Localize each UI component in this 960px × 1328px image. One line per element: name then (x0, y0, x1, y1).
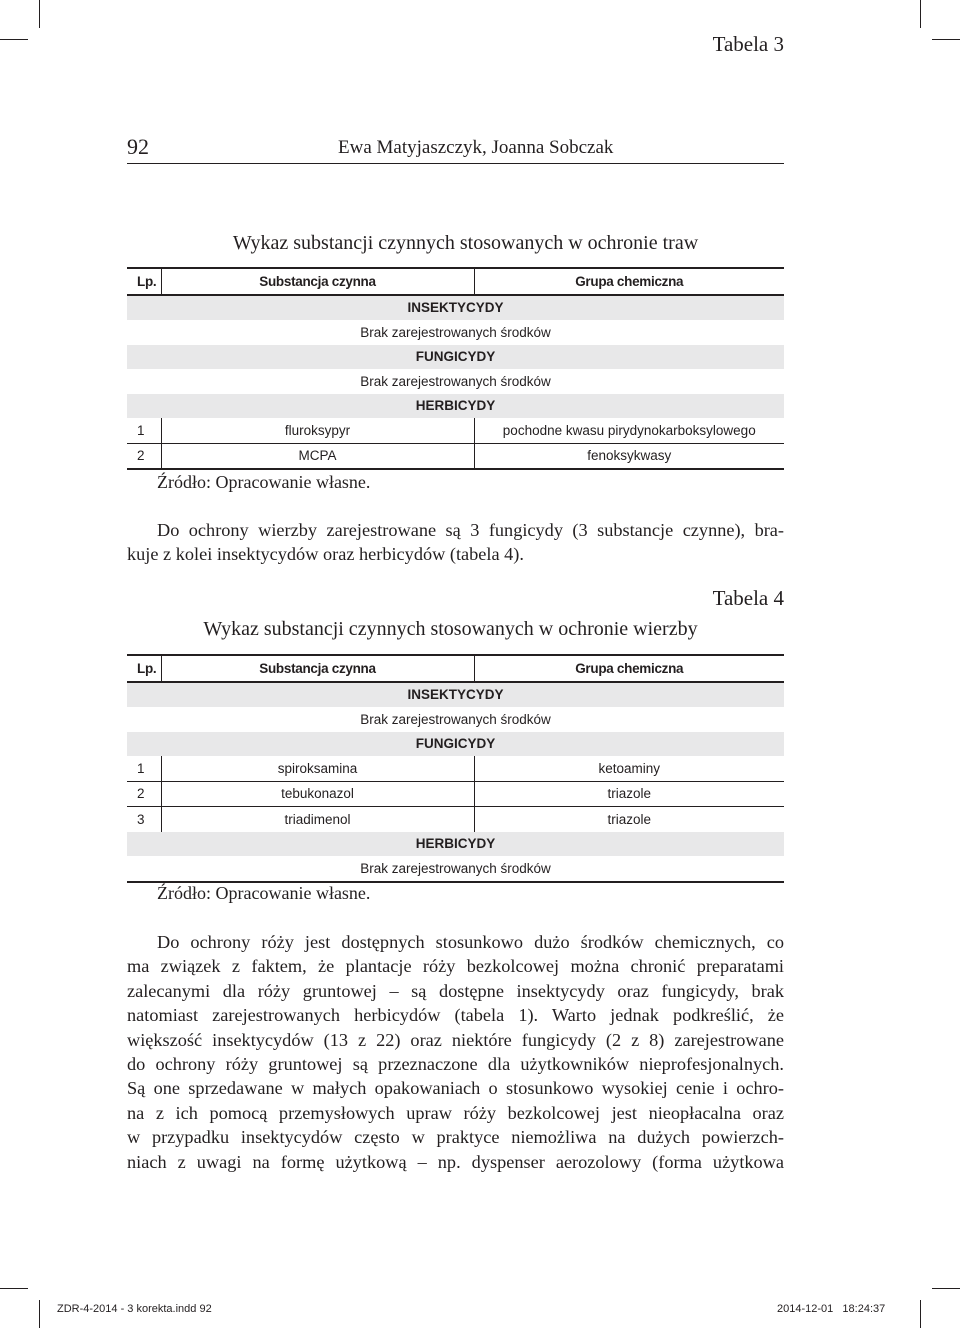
table-row (127, 756, 784, 781)
text-line: Do ochrony róży jest dostępnych stosunkowo dużo środków chemicznych, co (157, 932, 784, 952)
footer-timestamp: 2014-12-01 18:24:37 (777, 1303, 886, 1315)
cell-substance: spiroksamina (161, 756, 474, 781)
table3-title: Wykaz substancji czynnych stosowanych w ochronie traw (232, 232, 699, 254)
cell-lp: 1 (127, 418, 161, 443)
cell-group: fenoksykwasy (474, 443, 784, 469)
cell-group: triazole (474, 781, 784, 807)
table4-source: Źródło: Opracowanie własne. (157, 883, 371, 903)
text-line: na z ich pomocą przemysłowych upraw róży bezkolcowej jest nieopłacalna oraz (127, 1102, 784, 1123)
cell-lp: 2 (127, 443, 161, 469)
column-header-substance: Substancja czynna (161, 268, 474, 295)
text-line: zalecanymi dla róży gruntowej – są dostępne insektycydy oraz fungicydy, brak (127, 980, 784, 1001)
table3-label: Tabela 3 (712, 32, 784, 56)
section-fungicydy: FUNGICYDY (127, 345, 784, 370)
text-line: Do ochrony wierzby zarejestrowane są 3 fungicydy (3 substancje czynne), bra- (157, 520, 784, 540)
text-line: natomiast zarejestrowanych herbicydów (tabela 1). Warto jednak podkreślić, że (127, 1005, 784, 1026)
table3-source: Źródło: Opracowanie własne. (157, 472, 371, 492)
crop-mark (920, 1300, 921, 1328)
cell-substance: triadimenol (161, 807, 474, 832)
table-row (127, 781, 784, 807)
section-note: Brak zarejestrowanych środków (360, 373, 551, 389)
crop-mark (39, 0, 40, 28)
section-fungicydy: FUNGICYDY (127, 732, 784, 757)
crop-mark (932, 1288, 960, 1289)
text-line: Są one sprzedawane w małych opakowaniach o stosunkowo wysokiej cenie i ochro- (127, 1078, 784, 1099)
crop-mark (932, 39, 960, 40)
crop-mark (39, 1300, 40, 1328)
section-herbicydy: HERBICYDY (127, 394, 784, 419)
cell-group: pochodne kwasu pirydynokarboksylowego (474, 418, 784, 443)
running-header-authors: Ewa Matyjaszczyk, Joanna Sobczak (338, 137, 614, 158)
section-herbicydy: HERBICYDY (127, 832, 784, 857)
table4-label: Tabela 4 (712, 586, 784, 610)
text-line: w przypadku insektycydów często w praktyce niemożliwa na dużych powierzch- (127, 1127, 784, 1148)
crop-mark (920, 0, 921, 28)
text-line: większość insektycydów (13 z 22) oraz niektóre fungicydy (2 z 8) zarejestrowane (127, 1029, 784, 1050)
page-number: 92 (127, 134, 149, 159)
text-line: niach z uwagi na formę użytkową – np. dyspenser aerozolowy (forma użytkowa (127, 1151, 784, 1172)
cell-group: triazole (474, 807, 784, 832)
header-rule (127, 163, 784, 164)
section-note: Brak zarejestrowanych środków (127, 856, 784, 882)
footer-filename: ZDR-4-2014 - 3 korekta.indd 92 (57, 1303, 212, 1315)
table-header-row (127, 655, 784, 682)
table4 (127, 654, 784, 883)
cell-substance: fluroksypyr (161, 418, 474, 443)
table4-title: Wykaz substancji czynnych stosowanych w ochronie wierzby (203, 618, 698, 640)
text-line: kuje z kolei insektycydów oraz herbicydów (tabela 4). (127, 544, 524, 565)
section-note: Brak zarejestrowanych środków (360, 711, 551, 727)
text-line: ma związek z faktem, że plantacje róży bezkolcowej można chronić preparatami (127, 956, 784, 977)
table3 (127, 267, 784, 470)
crop-mark (0, 1288, 28, 1289)
cell-substance: MCPA (161, 443, 474, 469)
table-row (127, 807, 784, 832)
table-row (127, 443, 784, 469)
cell-substance: tebukonazol (161, 781, 474, 807)
text-line: do ochrony róży gruntowej są przeznaczone dla użytkowników nieprofesjonalnych. (127, 1054, 784, 1075)
column-header-lp: Lp. (127, 268, 161, 295)
section-insektycydy: INSEKTYCYDY (127, 682, 784, 708)
table-header-row (127, 268, 784, 295)
crop-mark (0, 39, 28, 40)
column-header-group: Grupa chemiczna (474, 655, 784, 682)
section-note: Brak zarejestrowanych środków (360, 324, 551, 340)
column-header-substance: Substancja czynna (161, 655, 474, 682)
column-header-lp: Lp. (127, 655, 161, 682)
cell-lp: 3 (137, 811, 145, 827)
body-paragraph-1 (127, 518, 784, 567)
cell-group: ketoaminy (474, 756, 784, 781)
table-row (127, 418, 784, 443)
section-insektycydy: INSEKTYCYDY (127, 295, 784, 321)
cell-lp: 1 (127, 756, 161, 781)
cell-lp: 2 (127, 781, 161, 807)
column-header-group: Grupa chemiczna (474, 268, 784, 295)
body-paragraph-2 (127, 930, 784, 1174)
